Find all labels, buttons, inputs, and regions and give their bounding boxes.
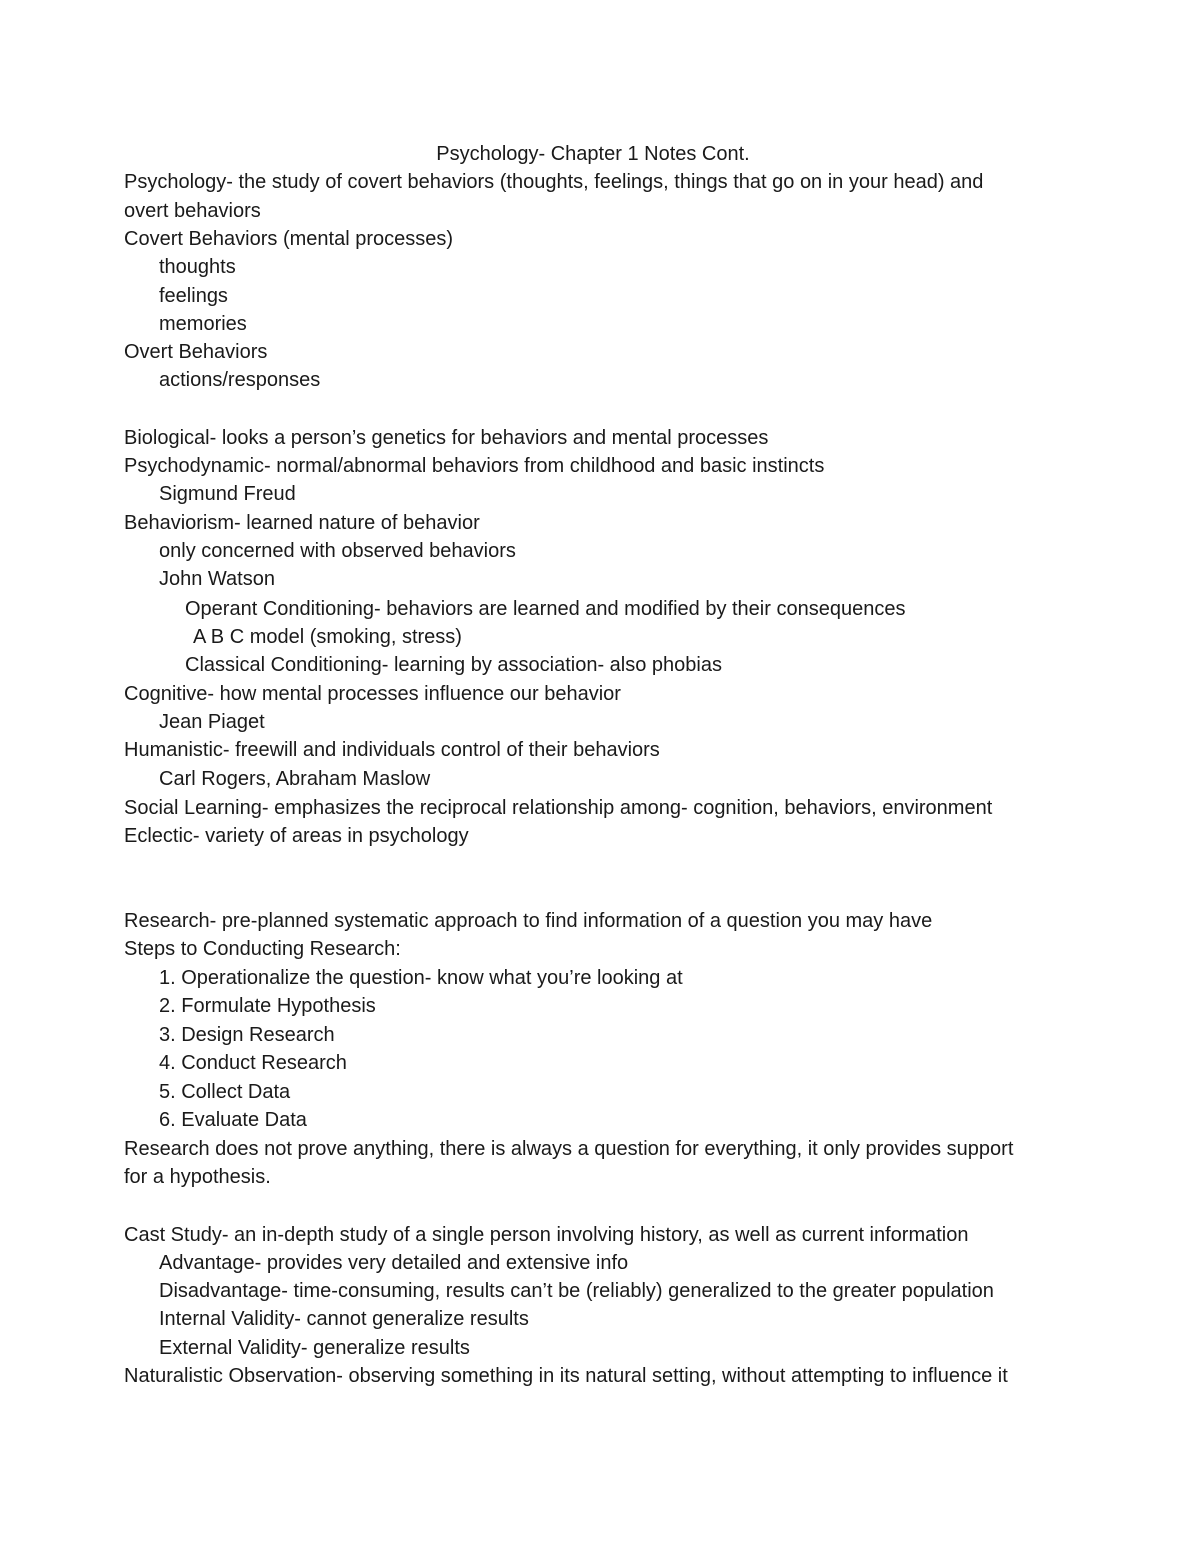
- text-line: feelings: [159, 285, 228, 307]
- text-line: Behaviorism- learned nature of behavior: [124, 512, 480, 534]
- text-line: 1. Operationalize the question- know what you’re looking at: [159, 967, 683, 989]
- text-line: Advantage- provides very detailed and extensive info: [159, 1252, 629, 1274]
- text-line: memories: [159, 313, 247, 335]
- text-line: External Validity- generalize results: [159, 1337, 470, 1359]
- text-line: Naturalistic Observation- observing something in its natural setting, without attempting to influence it: [124, 1365, 1008, 1387]
- text-line: Eclectic- variety of areas in psychology: [124, 825, 469, 847]
- text-line: Classical Conditioning- learning by association- also phobias: [185, 654, 722, 676]
- text-line: 3. Design Research: [159, 1024, 335, 1046]
- text-line: 5. Collect Data: [159, 1081, 291, 1103]
- text-line: Psychology- the study of covert behaviors (thoughts, feelings, things that go on in your head) and: [124, 171, 984, 193]
- text-line: Steps to Conducting Research:: [124, 938, 401, 960]
- text-line: Sigmund Freud: [159, 483, 296, 505]
- text-line: A B C model (smoking, stress): [193, 626, 462, 648]
- text-line: only concerned with observed behaviors: [159, 540, 516, 562]
- text-line: Carl Rogers, Abraham Maslow: [159, 768, 431, 790]
- text-line: thoughts: [159, 256, 236, 278]
- text-line: Covert Behaviors (mental processes): [124, 228, 454, 250]
- text-line: John Watson: [159, 568, 275, 590]
- text-line: Operant Conditioning- behaviors are learned and modified by their consequences: [185, 598, 906, 620]
- text-line: Overt Behaviors: [124, 341, 268, 363]
- text-line: 6. Evaluate Data: [159, 1109, 307, 1131]
- text-line: 4. Conduct Research: [159, 1052, 347, 1074]
- text-line: Jean Piaget: [159, 711, 265, 733]
- text-line: Research- pre-planned systematic approach to find information of a question you may have: [124, 910, 933, 932]
- text-line: Cast Study- an in-depth study of a single person involving history, as well as current information: [124, 1224, 969, 1246]
- text-line: Internal Validity- cannot generalize results: [159, 1308, 529, 1330]
- text-line: Psychodynamic- normal/abnormal behaviors from childhood and basic instincts: [124, 455, 825, 477]
- text-line: Cognitive- how mental processes influence our behavior: [124, 683, 621, 705]
- text-line: Social Learning- emphasizes the reciprocal relationship among- cognition, behaviors, environment: [124, 797, 993, 819]
- text-line: Humanistic- freewill and individuals control of their behaviors: [124, 739, 660, 761]
- text-line: Disadvantage- time-consuming, results can’t be (reliably) generalized to the greater population: [159, 1280, 994, 1302]
- text-line: overt behaviors: [124, 200, 261, 222]
- text-line: 2. Formulate Hypothesis: [159, 995, 376, 1017]
- text-line: for a hypothesis.: [124, 1166, 271, 1188]
- page-title: Psychology- Chapter 1 Notes Cont.: [436, 143, 750, 165]
- text-line: Biological- looks a person’s genetics for behaviors and mental processes: [124, 427, 769, 449]
- text-line: Research does not prove anything, there is always a question for everything, it only provides support: [124, 1138, 1014, 1160]
- text-line: actions/responses: [159, 369, 321, 391]
